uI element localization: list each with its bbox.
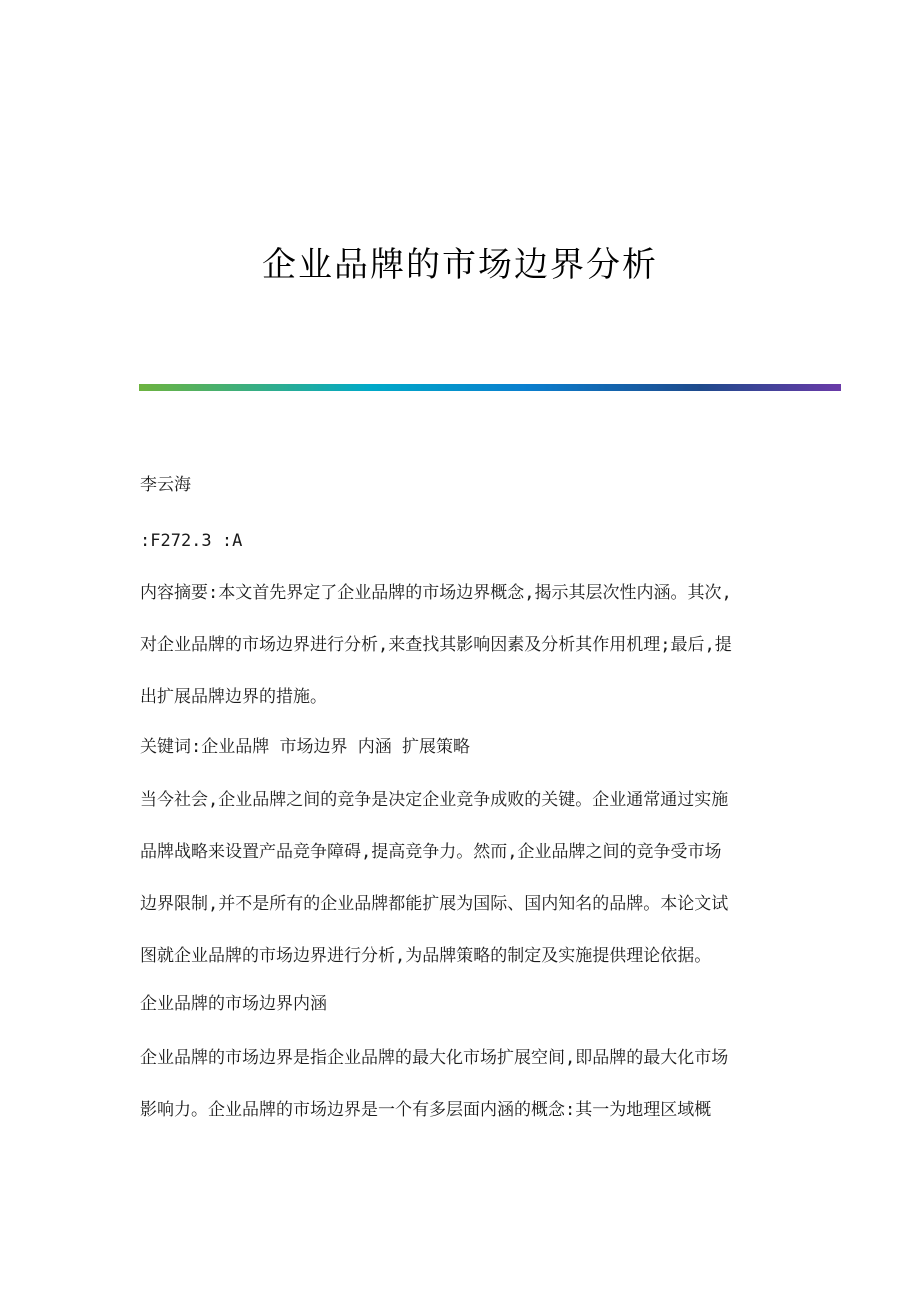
section-body-line: 企业品牌的市场边界是指企业品牌的最大化市场扩展空间,即品牌的最大化市场 [140,1048,729,1068]
section-body-paragraph [140,1047,790,1151]
author-name: 李云海 [140,475,191,495]
abstract-line: 内容摘要:本文首先界定了企业品牌的市场边界概念,揭示其层次性内涵。其次, [140,583,732,603]
intro-line: 品牌战略来设置产品竞争障碍,提高竞争力。然而,企业品牌之间的竞争受市场 [140,842,722,862]
intro-paragraph [140,789,790,997]
section-body-line: 影响力。企业品牌的市场边界是一个有多层面内涵的概念:其一为地理区域概 [140,1100,712,1120]
intro-line: 边界限制,并不是所有的企业品牌都能扩展为国际、国内知名的品牌。本论文试 [140,894,729,914]
section-heading: 企业品牌的市场边界内涵 [140,994,327,1014]
abstract-paragraph [140,582,790,738]
title-divider-rule [139,384,841,391]
abstract-line: 对企业品牌的市场边界进行分析,来查找其影响因素及分析其作用机理;最后,提 [140,635,732,655]
intro-line: 图就企业品牌的市场边界进行分析,为品牌策略的制定及实施提供理论依据。 [140,946,712,966]
keywords-line: 关键词:企业品牌 市场边界 内涵 扩展策略 [140,737,470,757]
intro-line: 当今社会,企业品牌之间的竞争是决定企业竞争成败的关键。企业通常通过实施 [140,790,729,810]
page-title: 企业品牌的市场边界分析 [262,244,658,285]
abstract-line: 出扩展品牌边界的措施。 [140,687,327,707]
classification-code: :F272.3 :A [140,531,243,551]
